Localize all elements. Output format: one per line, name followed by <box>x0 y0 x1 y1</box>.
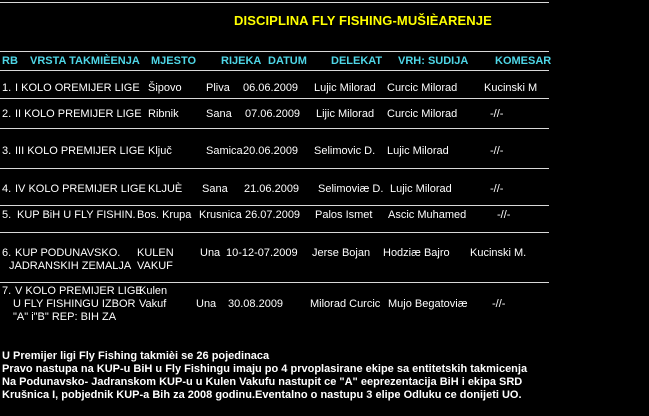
row-mjesto: Vakuf <box>139 298 167 310</box>
col-header-datum: DATUM <box>268 55 307 67</box>
row-divider <box>0 282 549 283</box>
row-datum: 21.06.2009 <box>244 183 300 195</box>
row-mjesto: Ključ <box>148 145 172 157</box>
row-vrsta: JADRANSKIH ZEMALJA <box>9 260 132 272</box>
row-komesar: -//- <box>492 298 506 310</box>
row-vrsta: "A" i"B" REP: BIH ZA <box>13 311 117 323</box>
row-vrsta: KUP PODUNAVSKO. <box>15 247 121 259</box>
row-vrsta: V KOLO PREMIJER LIGE <box>15 285 143 297</box>
row-num: 5. <box>2 209 12 221</box>
row-mjesto: VAKUF <box>137 260 173 272</box>
row-sudija: Curcic Milorad <box>387 108 458 120</box>
row-rijeka: Pliva <box>206 82 230 94</box>
row-datum: 07.06.2009 <box>245 108 301 120</box>
row-datum: 20.06.2009 <box>243 145 299 157</box>
row-delekat: Milorad Curcic <box>310 298 381 310</box>
row-vrsta: U FLY FISHINGU IZBOR <box>13 298 136 310</box>
row-rijeka: Una <box>196 298 217 310</box>
row-vrsta: II KOLO PREMIJER LIGE <box>15 108 142 120</box>
row-datum: 10-12-07.2009 <box>226 247 298 259</box>
row-delekat: Selimovic D. <box>314 145 376 157</box>
row-sudija: Ascic Muhamed <box>388 209 467 221</box>
row-num: 3. <box>2 145 12 157</box>
row-divider <box>0 232 549 233</box>
row-delekat: Lijic Milorad <box>316 108 375 120</box>
row-num: 7. <box>2 285 12 297</box>
row-sudija: Mujo Begatoviæ <box>388 298 468 310</box>
row-rijeka: Una <box>200 247 221 259</box>
page-title: DISCIPLINA FLY FISHING-MUŠIÈARENJE <box>234 13 492 28</box>
col-header-rb: RB <box>2 55 18 67</box>
row-rijeka: Sana <box>202 183 228 195</box>
row-sudija: Lujic Milorad <box>387 145 449 157</box>
row-sudija: Hodziæ Bajro <box>383 247 450 259</box>
note-line: Pravo nastupa na KUP-u BiH u Fly Fishingu imaju po 4 prvoplasirane ekipe sa entitetskih takmicenja <box>2 363 528 375</box>
col-header-rijeka: RIJEKA <box>221 55 262 67</box>
row-mjesto: KLJUÈ <box>148 183 183 195</box>
row-num: 1. <box>2 82 12 94</box>
row-divider <box>0 168 549 169</box>
row-num: 6. <box>2 247 12 259</box>
note-line: Krušnica I, pobjednik KUP-a Bih za 2008 godinu.Eventalno o nastupu 3 elipe Odluku ce donijeti UO. <box>2 389 522 401</box>
row-vrsta: KUP BiH U FLY FISHIN. <box>17 209 136 221</box>
col-header-delekat: DELEKAT <box>331 55 383 67</box>
row-num: 2. <box>2 108 12 120</box>
col-header-sudija: VRH: SUDIJA <box>398 55 469 67</box>
row-sudija: Lujic Milorad <box>390 183 452 195</box>
top-rule <box>0 2 549 3</box>
row-komesar: -//- <box>490 108 504 120</box>
row-mjesto: Ribnik <box>148 108 179 120</box>
header-top-rule <box>0 51 549 52</box>
row-komesar: Kucinski M <box>484 82 538 94</box>
note-line: U Premijer ligi Fly Fishing takmièi se 26 pojedinaca <box>2 350 270 362</box>
row-mjesto: KULEN <box>137 247 174 259</box>
header-bottom-rule <box>0 70 549 71</box>
row-komesar: -//- <box>490 145 504 157</box>
row-delekat: Selimoviæ D. <box>318 183 384 195</box>
row-delekat: Jerse Bojan <box>312 247 371 259</box>
row-delekat: Lujic Milorad <box>314 82 376 94</box>
row-mjesto: Šipovo <box>148 82 182 94</box>
row-komesar: Kucinski M. <box>470 247 527 259</box>
note-line: Na Podunavsko- Jadranskom KUP-u u Kulen Vakufu nastupit ce "A" eeprezentacija BiH i ekipa SRD <box>2 376 523 388</box>
row-datum: 30.08.2009 <box>228 298 284 310</box>
row-divider <box>0 205 549 206</box>
row-datum: 06.06.2009 <box>243 82 299 94</box>
row-sudija: Curcic Milorad <box>387 82 458 94</box>
row-mjesto: Kulen <box>139 285 168 297</box>
row-mjesto: Bos. Krupa <box>137 209 192 221</box>
row-komesar: -//- <box>497 209 511 221</box>
col-header-vrsta: VRSTA TAKMIÈENJA <box>30 55 140 67</box>
row-divider <box>0 98 549 99</box>
row-vrsta: III KOLO PREMIJER LIGE <box>15 145 145 157</box>
row-rijeka: Samica <box>206 145 243 157</box>
row-rijeka: Krusnica <box>199 209 242 221</box>
row-komesar: -//- <box>490 183 504 195</box>
row-delekat: Palos Ismet <box>315 209 373 221</box>
row-divider <box>0 128 549 129</box>
col-header-komesar: KOMESAR <box>495 55 552 67</box>
row-rijeka: Sana <box>206 108 232 120</box>
row-vrsta: IV KOLO PREMIJER LIGE <box>15 183 146 195</box>
row-vrsta: I KOLO OREMIJER LIGE <box>15 82 140 94</box>
row-datum: 26.07.2009 <box>245 209 301 221</box>
col-header-mjesto: MJESTO <box>151 55 197 67</box>
row-num: 4. <box>2 183 12 195</box>
